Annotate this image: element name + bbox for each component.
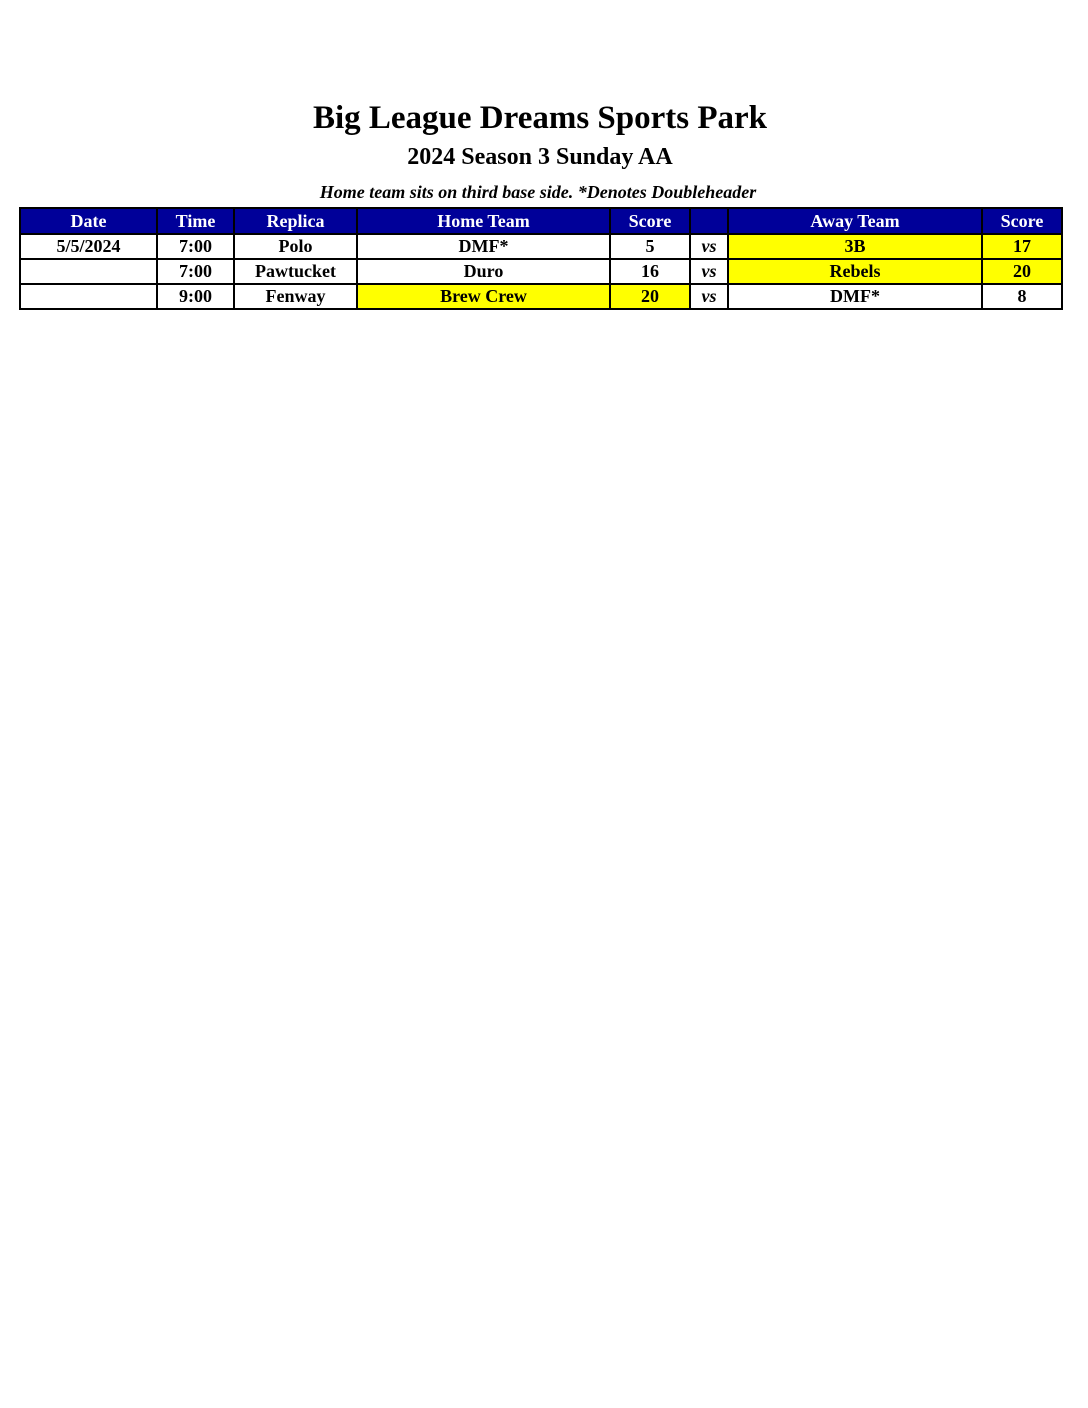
cell-date bbox=[20, 284, 157, 309]
schedule-note: Home team sits on third base side. *Denotes Doubleheader bbox=[319, 182, 757, 202]
column-header-away-team: Away Team bbox=[728, 208, 982, 234]
cell-vs: vs bbox=[690, 259, 728, 284]
season-subtitle: 2024 Season 3 Sunday AA bbox=[407, 144, 673, 170]
cell-date: 5/5/2024 bbox=[20, 234, 157, 259]
column-header-home-score: Score bbox=[610, 208, 690, 234]
cell-home-team: DMF* bbox=[357, 234, 610, 259]
column-header-date: Date bbox=[20, 208, 157, 234]
cell-vs: vs bbox=[690, 234, 728, 259]
table-row bbox=[20, 259, 1062, 284]
table-row bbox=[20, 284, 1062, 309]
column-header-time: Time bbox=[157, 208, 234, 234]
table-row bbox=[20, 234, 1062, 259]
schedule-table bbox=[19, 207, 1063, 310]
cell-away-score: 17 bbox=[982, 234, 1062, 259]
cell-replica: Fenway bbox=[234, 284, 357, 309]
page-title: Big League Dreams Sports Park bbox=[312, 100, 768, 136]
cell-time: 9:00 bbox=[157, 284, 234, 309]
cell-home-score: 16 bbox=[610, 259, 690, 284]
cell-date bbox=[20, 259, 157, 284]
column-header-home-team: Home Team bbox=[357, 208, 610, 234]
cell-time: 7:00 bbox=[157, 259, 234, 284]
cell-away-team: 3B bbox=[728, 234, 982, 259]
cell-away-team: Rebels bbox=[728, 259, 982, 284]
cell-home-team: Brew Crew bbox=[357, 284, 610, 309]
cell-time: 7:00 bbox=[157, 234, 234, 259]
cell-home-team: Duro bbox=[357, 259, 610, 284]
cell-replica: Pawtucket bbox=[234, 259, 357, 284]
table-header-row bbox=[20, 208, 1062, 234]
column-header-vs bbox=[690, 208, 728, 234]
cell-home-score: 20 bbox=[610, 284, 690, 309]
column-header-replica: Replica bbox=[234, 208, 357, 234]
cell-away-score: 8 bbox=[982, 284, 1062, 309]
column-header-away-score: Score bbox=[982, 208, 1062, 234]
cell-replica: Polo bbox=[234, 234, 357, 259]
cell-away-team: DMF* bbox=[728, 284, 982, 309]
cell-away-score: 20 bbox=[982, 259, 1062, 284]
cell-vs: vs bbox=[690, 284, 728, 309]
cell-home-score: 5 bbox=[610, 234, 690, 259]
